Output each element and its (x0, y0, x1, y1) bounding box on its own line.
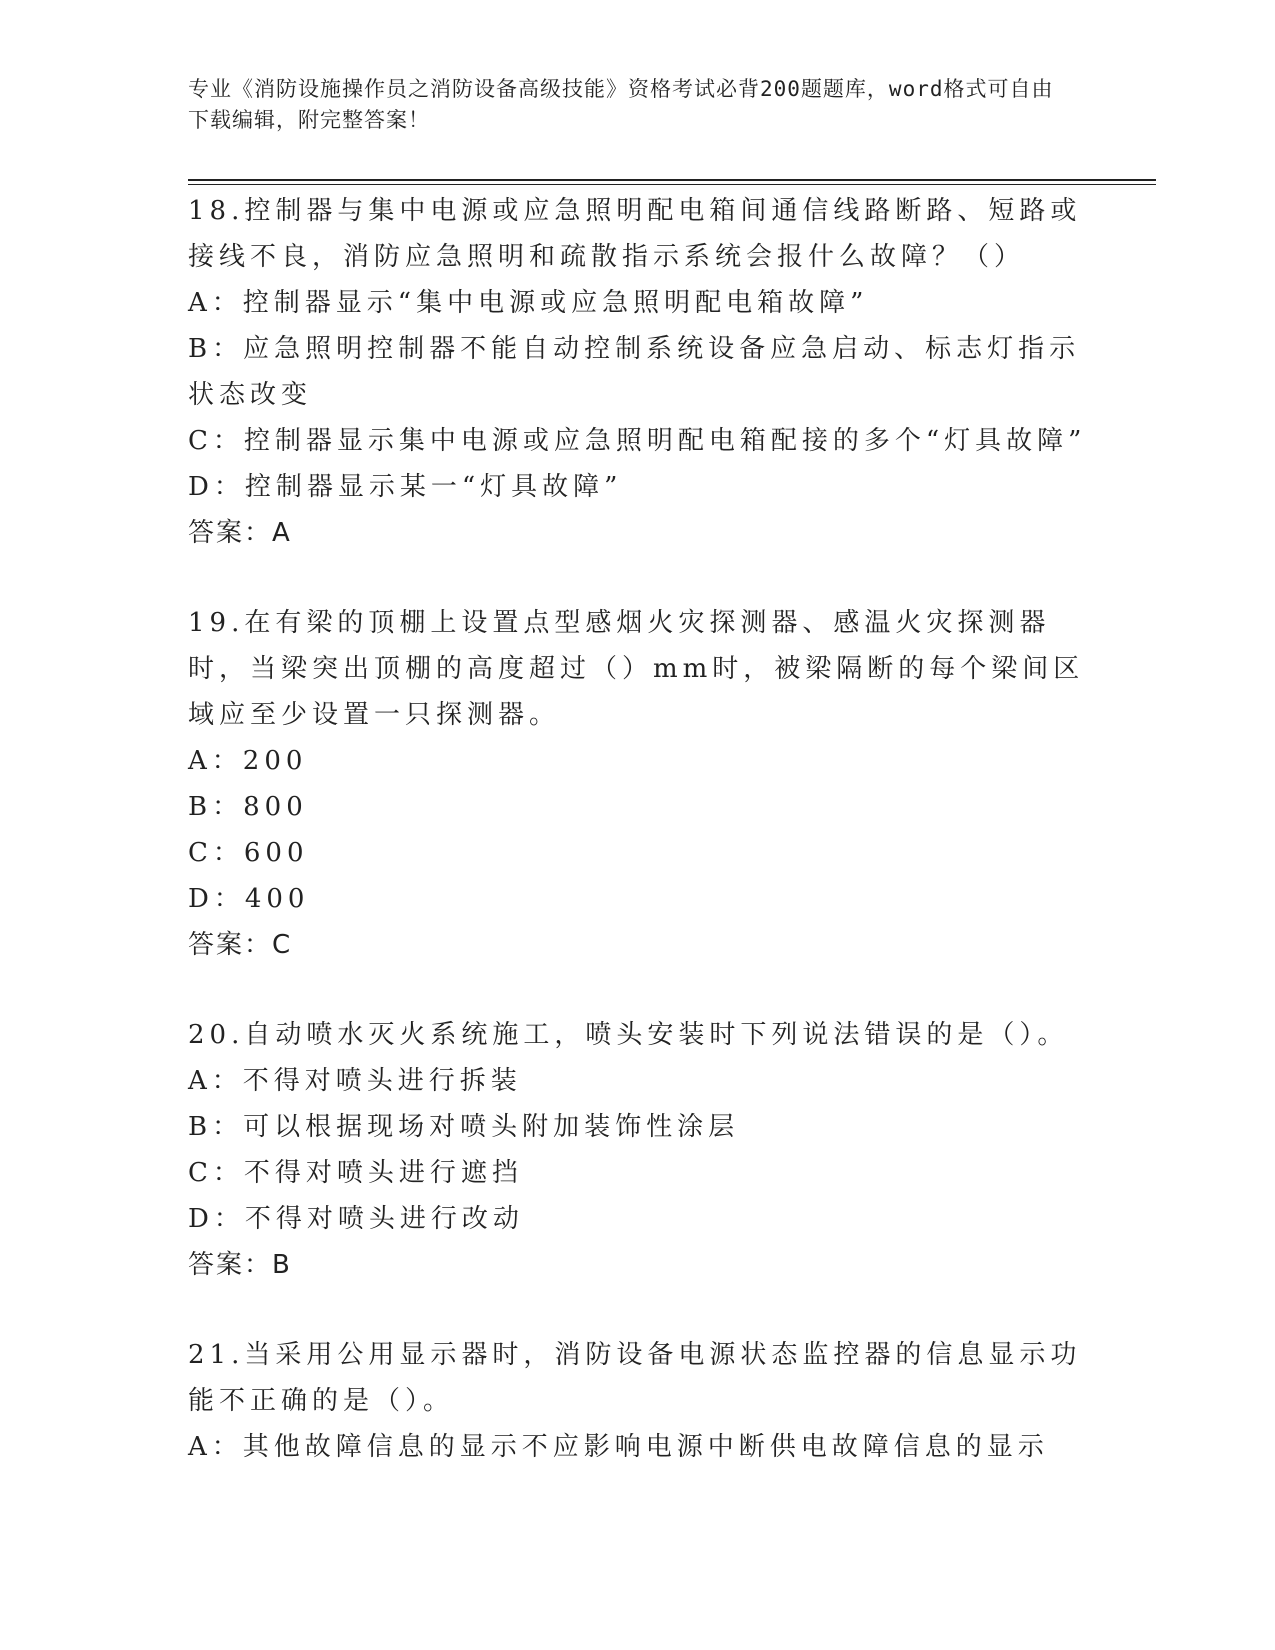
option-a: A：其他故障信息的显示不应影响电源中断供电故障信息的显示 (188, 1432, 1049, 1462)
answer: 答案：C (188, 930, 293, 960)
option-a: A：不得对喷头进行拆装 (188, 1066, 522, 1096)
question-21 (188, 1332, 1088, 1470)
option-b: B：800 (188, 792, 308, 822)
header-divider-thin (188, 184, 1156, 185)
option-c: C：不得对喷头进行遮挡 (188, 1158, 523, 1188)
question-20 (188, 1012, 1088, 1288)
answer: 答案：B (188, 1250, 292, 1280)
option-a: A：控制器显示“集中电源或应急照明配电箱故障” (188, 288, 869, 318)
option-b: B：应急照明控制器不能自动控制系统设备应急启动、标志灯指示状态改变 (188, 334, 1081, 410)
option-d: D：400 (188, 884, 310, 914)
option-a: A：200 (188, 746, 308, 776)
question-list (188, 188, 1088, 1470)
answer: 答案：A (188, 518, 292, 548)
document-header: 专业《消防设施操作员之消防设备高级技能》资格考试必背200题题库，word格式可自由下载编辑，附完整答案！ (188, 77, 1054, 132)
header-divider (188, 179, 1156, 181)
question-text: 21.当采用公用显示器时，消防设备电源状态监控器的信息显示功能不正确的是（）。 (188, 1340, 1082, 1416)
option-d: D：不得对喷头进行改动 (188, 1204, 524, 1234)
option-c: C：控制器显示集中电源或应急照明配电箱配接的多个“灯具故障” (188, 426, 1087, 456)
question-18 (188, 188, 1088, 556)
option-d: D：控制器显示某一“灯具故障” (188, 472, 623, 502)
option-b: B：可以根据现场对喷头附加装饰性涂层 (188, 1112, 740, 1142)
question-text: 19.在有梁的顶棚上设置点型感烟火灾探测器、感温火灾探测器时，当梁突出顶棚的高度超过（）mm时，被梁隔断的每个梁间区域应至少设置一只探测器。 (188, 608, 1085, 730)
question-text: 18.控制器与集中电源或应急照明配电箱间通信线路断路、短路或接线不良，消防应急照明和疏散指示系统会报什么故障？（） (188, 196, 1082, 272)
option-c: C：600 (188, 838, 309, 868)
question-text: 20.自动喷水灭火系统施工，喷头安装时下列说法错误的是（）。 (188, 1020, 1069, 1050)
question-19 (188, 600, 1088, 968)
